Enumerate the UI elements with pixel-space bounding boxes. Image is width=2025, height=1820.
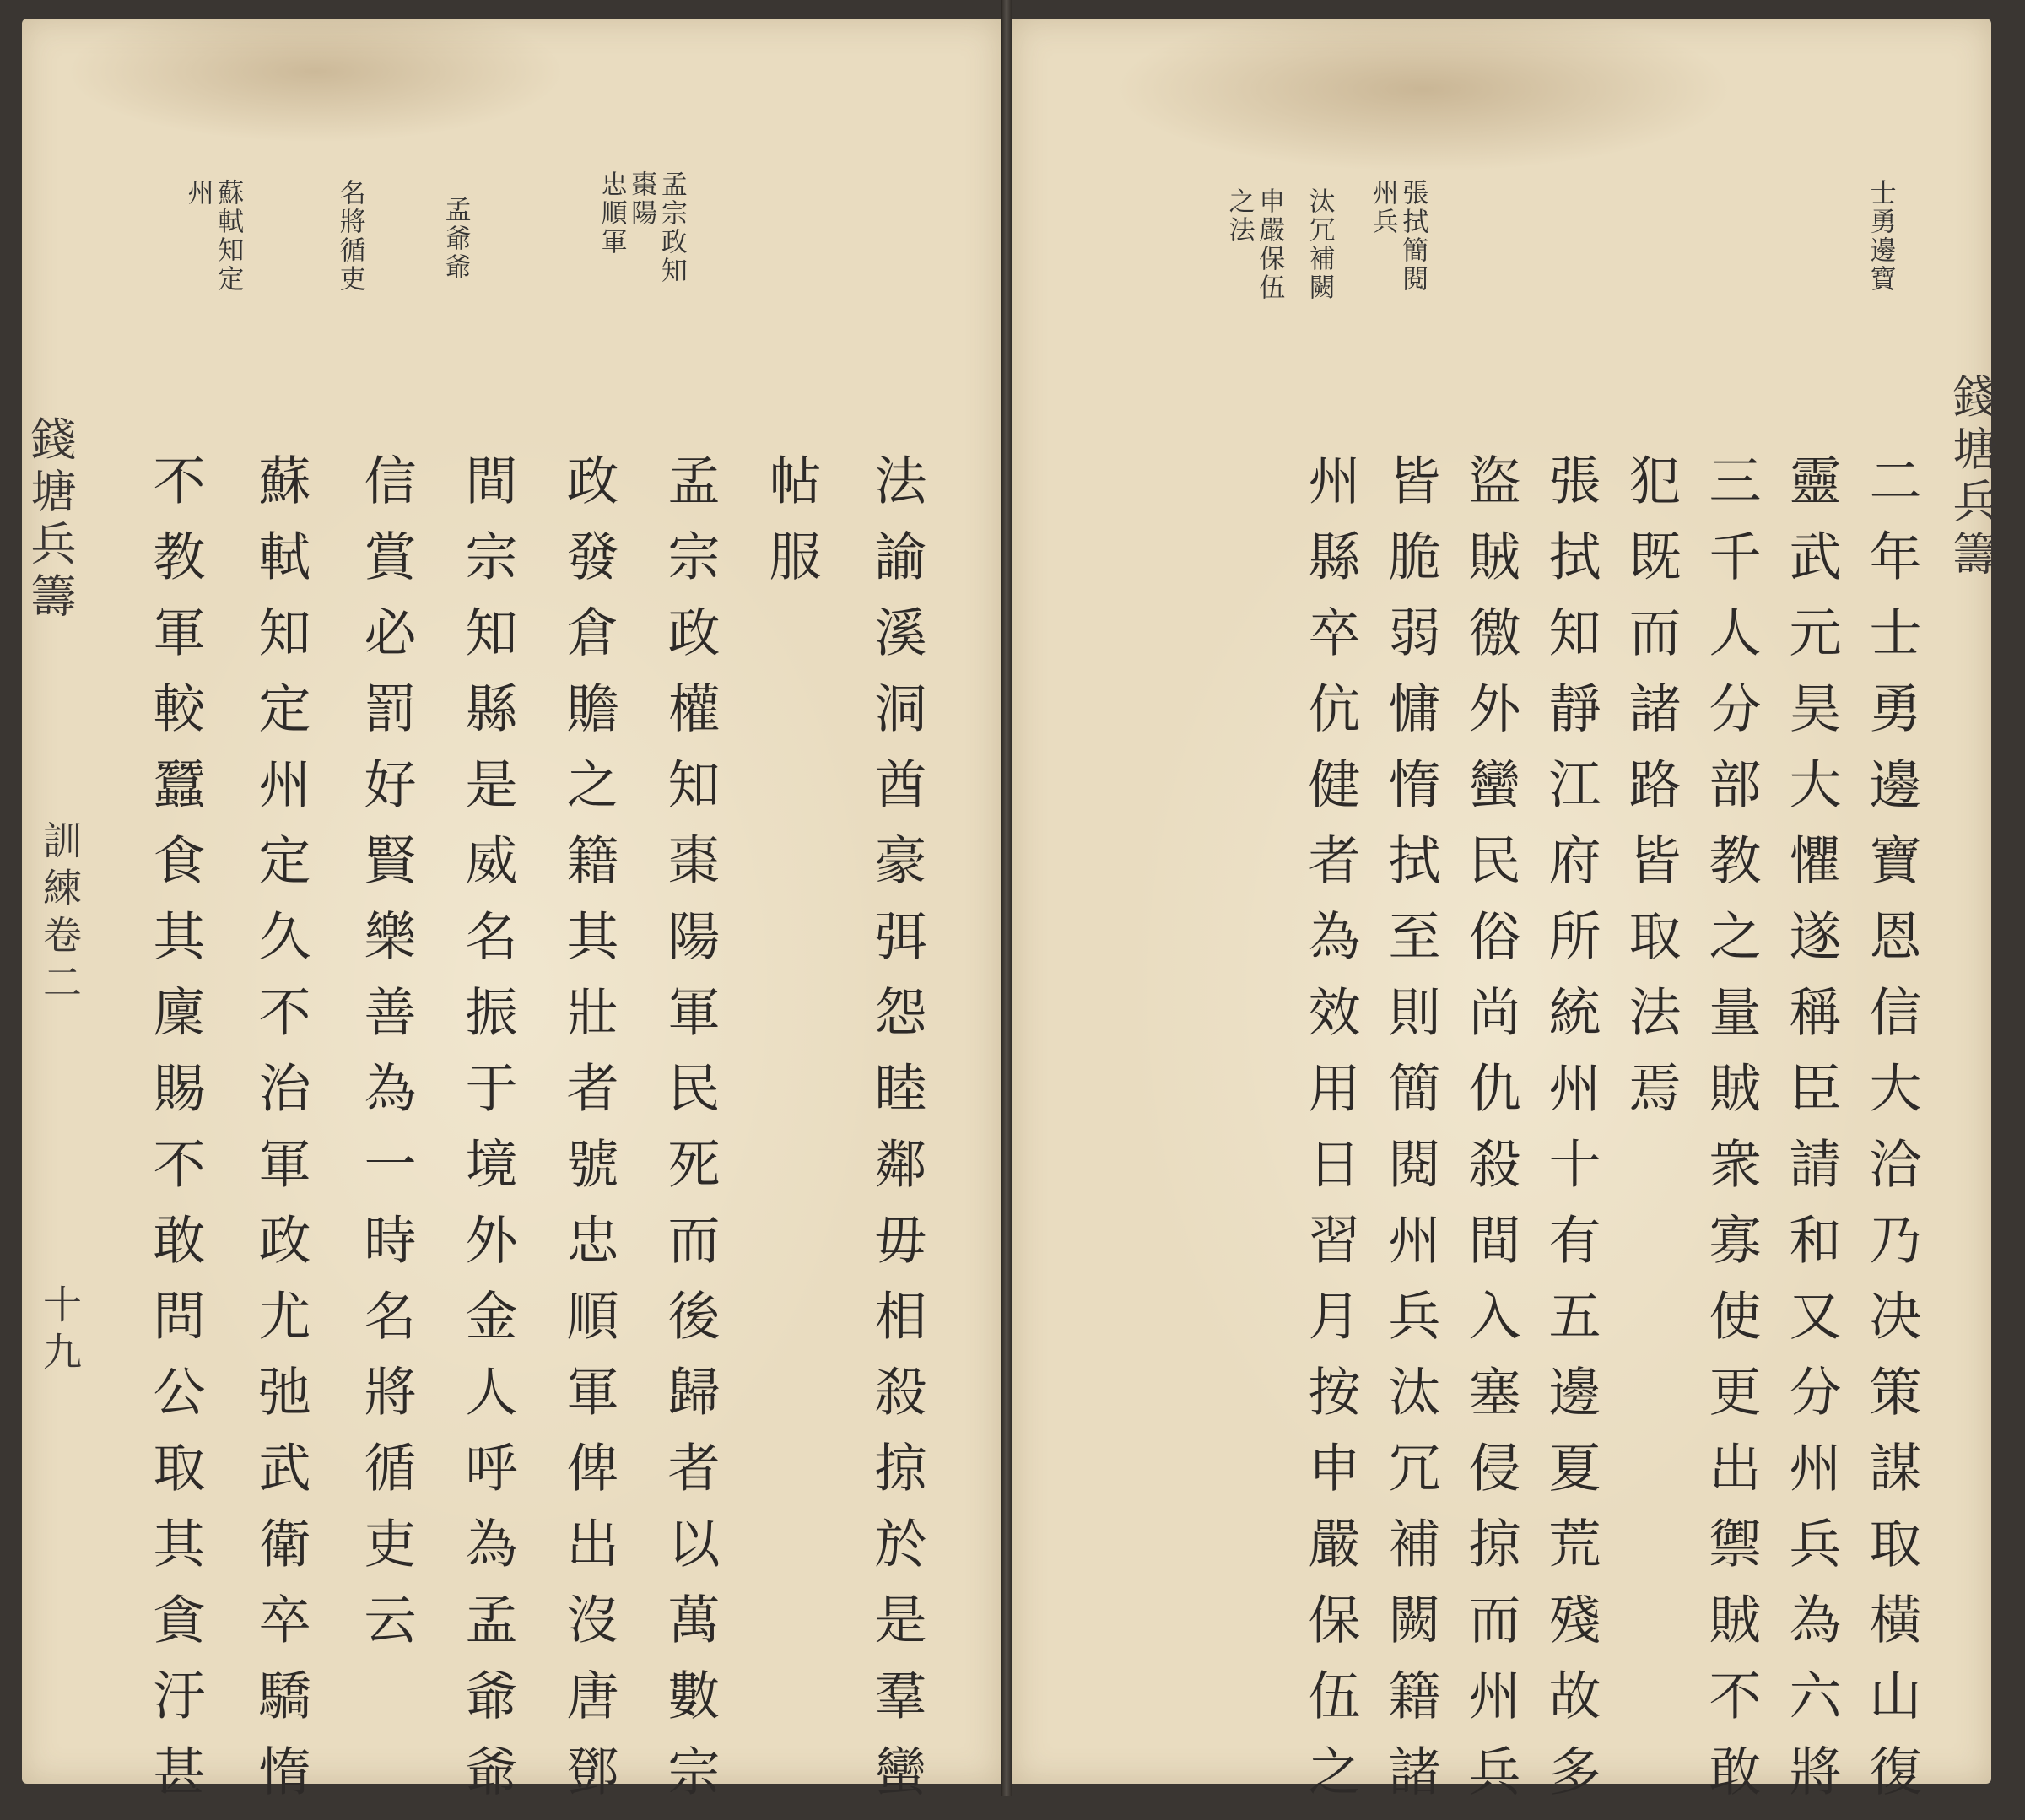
right-note: 汰冗補闕	[1304, 187, 1335, 302]
text-column: 張拭知靜江府所統州十有五邊夏荒殘故多	[1540, 453, 1601, 1820]
text-column: 蘇軾知定州定久不治軍政尤弛武衛卒驕惰	[250, 453, 311, 1820]
book-gutter	[1001, 0, 1012, 1796]
section-label: 訓練卷二	[37, 820, 83, 1009]
left-note: 名將循吏	[334, 179, 365, 294]
text-column: 州縣卒伉健者為效用日習月按申嚴保伍之	[1299, 453, 1361, 1820]
text-column: 犯既而諸路皆取法焉	[1620, 453, 1682, 1137]
text-column: 信賞必罰好賢樂善為一時名將循吏云	[355, 453, 417, 1668]
text-column: 不教軍較蠶食其廩賜不敢問公取其貪汙甚	[144, 453, 206, 1820]
right-page	[1012, 19, 1999, 1820]
text-column: 二年士勇邊寶恩信大洽乃决策謀取橫山復	[1860, 453, 1922, 1820]
text-column: 孟宗政權知棗陽軍民死而後歸者以萬數宗	[659, 453, 721, 1820]
text-column: 盜賊徼外蠻民俗尚仇殺間入塞侵掠而州兵	[1460, 453, 1521, 1820]
text-column: 間宗知縣是威名振于境外金人呼為孟爺爺	[456, 453, 518, 1820]
text-column: 政發倉贍之籍其壯者號忠順軍俾出沒唐鄧	[558, 453, 619, 1820]
page-number: 十九	[37, 1284, 83, 1379]
right-note: 士勇邊寶	[1865, 179, 1896, 294]
left-note: 蘇軾知定 州	[182, 179, 244, 294]
left-page	[22, 19, 1001, 1820]
left-margin-title: 錢塘兵籌	[24, 415, 77, 624]
left-note: 孟爺爺	[440, 196, 471, 282]
text-column: 帖服	[760, 453, 822, 605]
right-note: 張拭簡閱 州兵	[1367, 179, 1428, 294]
text-column: 法諭溪洞酋豪弭怨睦鄰毋相殺掠於是羣蠻	[866, 453, 927, 1820]
left-note: 孟宗政知 棗陽 忠順軍	[596, 170, 687, 285]
right-margin-title: 錢塘兵籌	[1946, 373, 1999, 582]
right-note: 申嚴保伍 之法	[1223, 187, 1285, 302]
text-column: 靈武元昊大懼遂稱臣請和又分州兵為六將	[1780, 453, 1842, 1820]
text-column: 皆脆弱慵惰拭至則簡閱州兵汰冗補闕籍諸	[1380, 453, 1441, 1820]
text-column: 三千人分部教之量賊衆寡使更出禦賊不敢	[1700, 453, 1762, 1820]
